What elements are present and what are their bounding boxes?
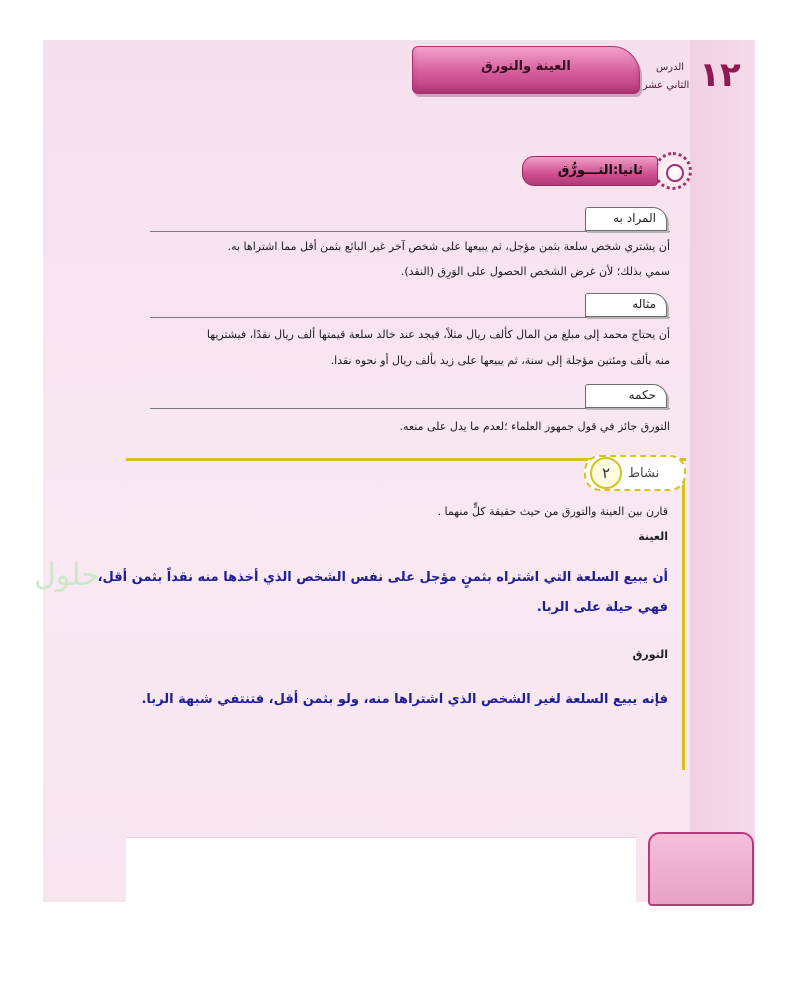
meaning-line-2: سمي بذلك؛ لأن غرض الشخص الحصول على الوَرِق (النقد).: [400, 265, 670, 278]
divider: [150, 408, 670, 409]
bottom-white-box: [126, 837, 636, 905]
lesson-title: العينة والتورق: [481, 59, 571, 74]
inah-answer-line-2: فهي حيلة على الربا.: [536, 600, 668, 615]
flower-ornament-icon: [654, 152, 692, 190]
tawarruq-answer: فإنه يبيع السلعة لغير الشخص الذي اشتراها منه، ولو بثمن أقل، فتنتفي شبهة الربا.: [141, 692, 668, 707]
section-header: [522, 156, 658, 186]
ruling-label: حكمه: [628, 388, 656, 402]
lesson-ordinal: الثاني عشر: [642, 80, 690, 91]
meaning-label-tab: [585, 207, 667, 231]
activity-number: ٢: [590, 457, 622, 489]
example-label-tab: [585, 293, 667, 317]
lesson-title-tab: [412, 46, 640, 94]
inah-label: العينة: [638, 530, 668, 543]
activity-label: نشاط: [628, 466, 660, 481]
page-number-tab: [648, 832, 754, 906]
activity-side-rule: [682, 475, 685, 770]
inah-answer-line-1: أن يبيع السلعة التي اشتراه بثمنٍ مؤجل على نفس الشخص الذي أخذها منه نقداً بثمن أقل،: [97, 570, 668, 585]
tawarruq-label: التورق: [632, 648, 668, 661]
example-label: مثاله: [632, 297, 656, 311]
lesson-word: الدرس: [655, 62, 685, 73]
section-title: ثانيا:التـــورُّق: [557, 163, 643, 178]
example-line-1: أن يحتاج محمد إلى مبلغ من المال كألف ريال مثلاً، فيجد عند خالد سلعة قيمتها ألف ريال نقدًا، فيشتريها: [206, 328, 670, 341]
lesson-number: ١٢: [699, 55, 741, 95]
ruling-line-1: التورق جائز في قول جمهور العلماء ؛لعدم ما يدل على منعه.: [399, 420, 670, 433]
divider: [150, 317, 670, 318]
ruling-label-tab: [585, 384, 667, 408]
meaning-label: المراد به: [613, 211, 656, 225]
meaning-line-1: أن يشتري شخص سلعة بثمن مؤجل، ثم يبيعها على شخص آخر غير البائع بثمن أقل مما اشتراها به.: [227, 240, 670, 253]
example-line-2: منه بألف ومئتين مؤجلة إلى سنة، ثم يبيعها على زيد بألف ريال أو نحوه نقدا.: [330, 354, 670, 367]
watermark: حلول: [34, 558, 100, 593]
page-margin-band: [690, 40, 755, 902]
activity-question: قارن بين العينة والتورق من حيث حقيقة كلٍّ منهما .: [437, 505, 668, 518]
divider: [150, 231, 670, 232]
